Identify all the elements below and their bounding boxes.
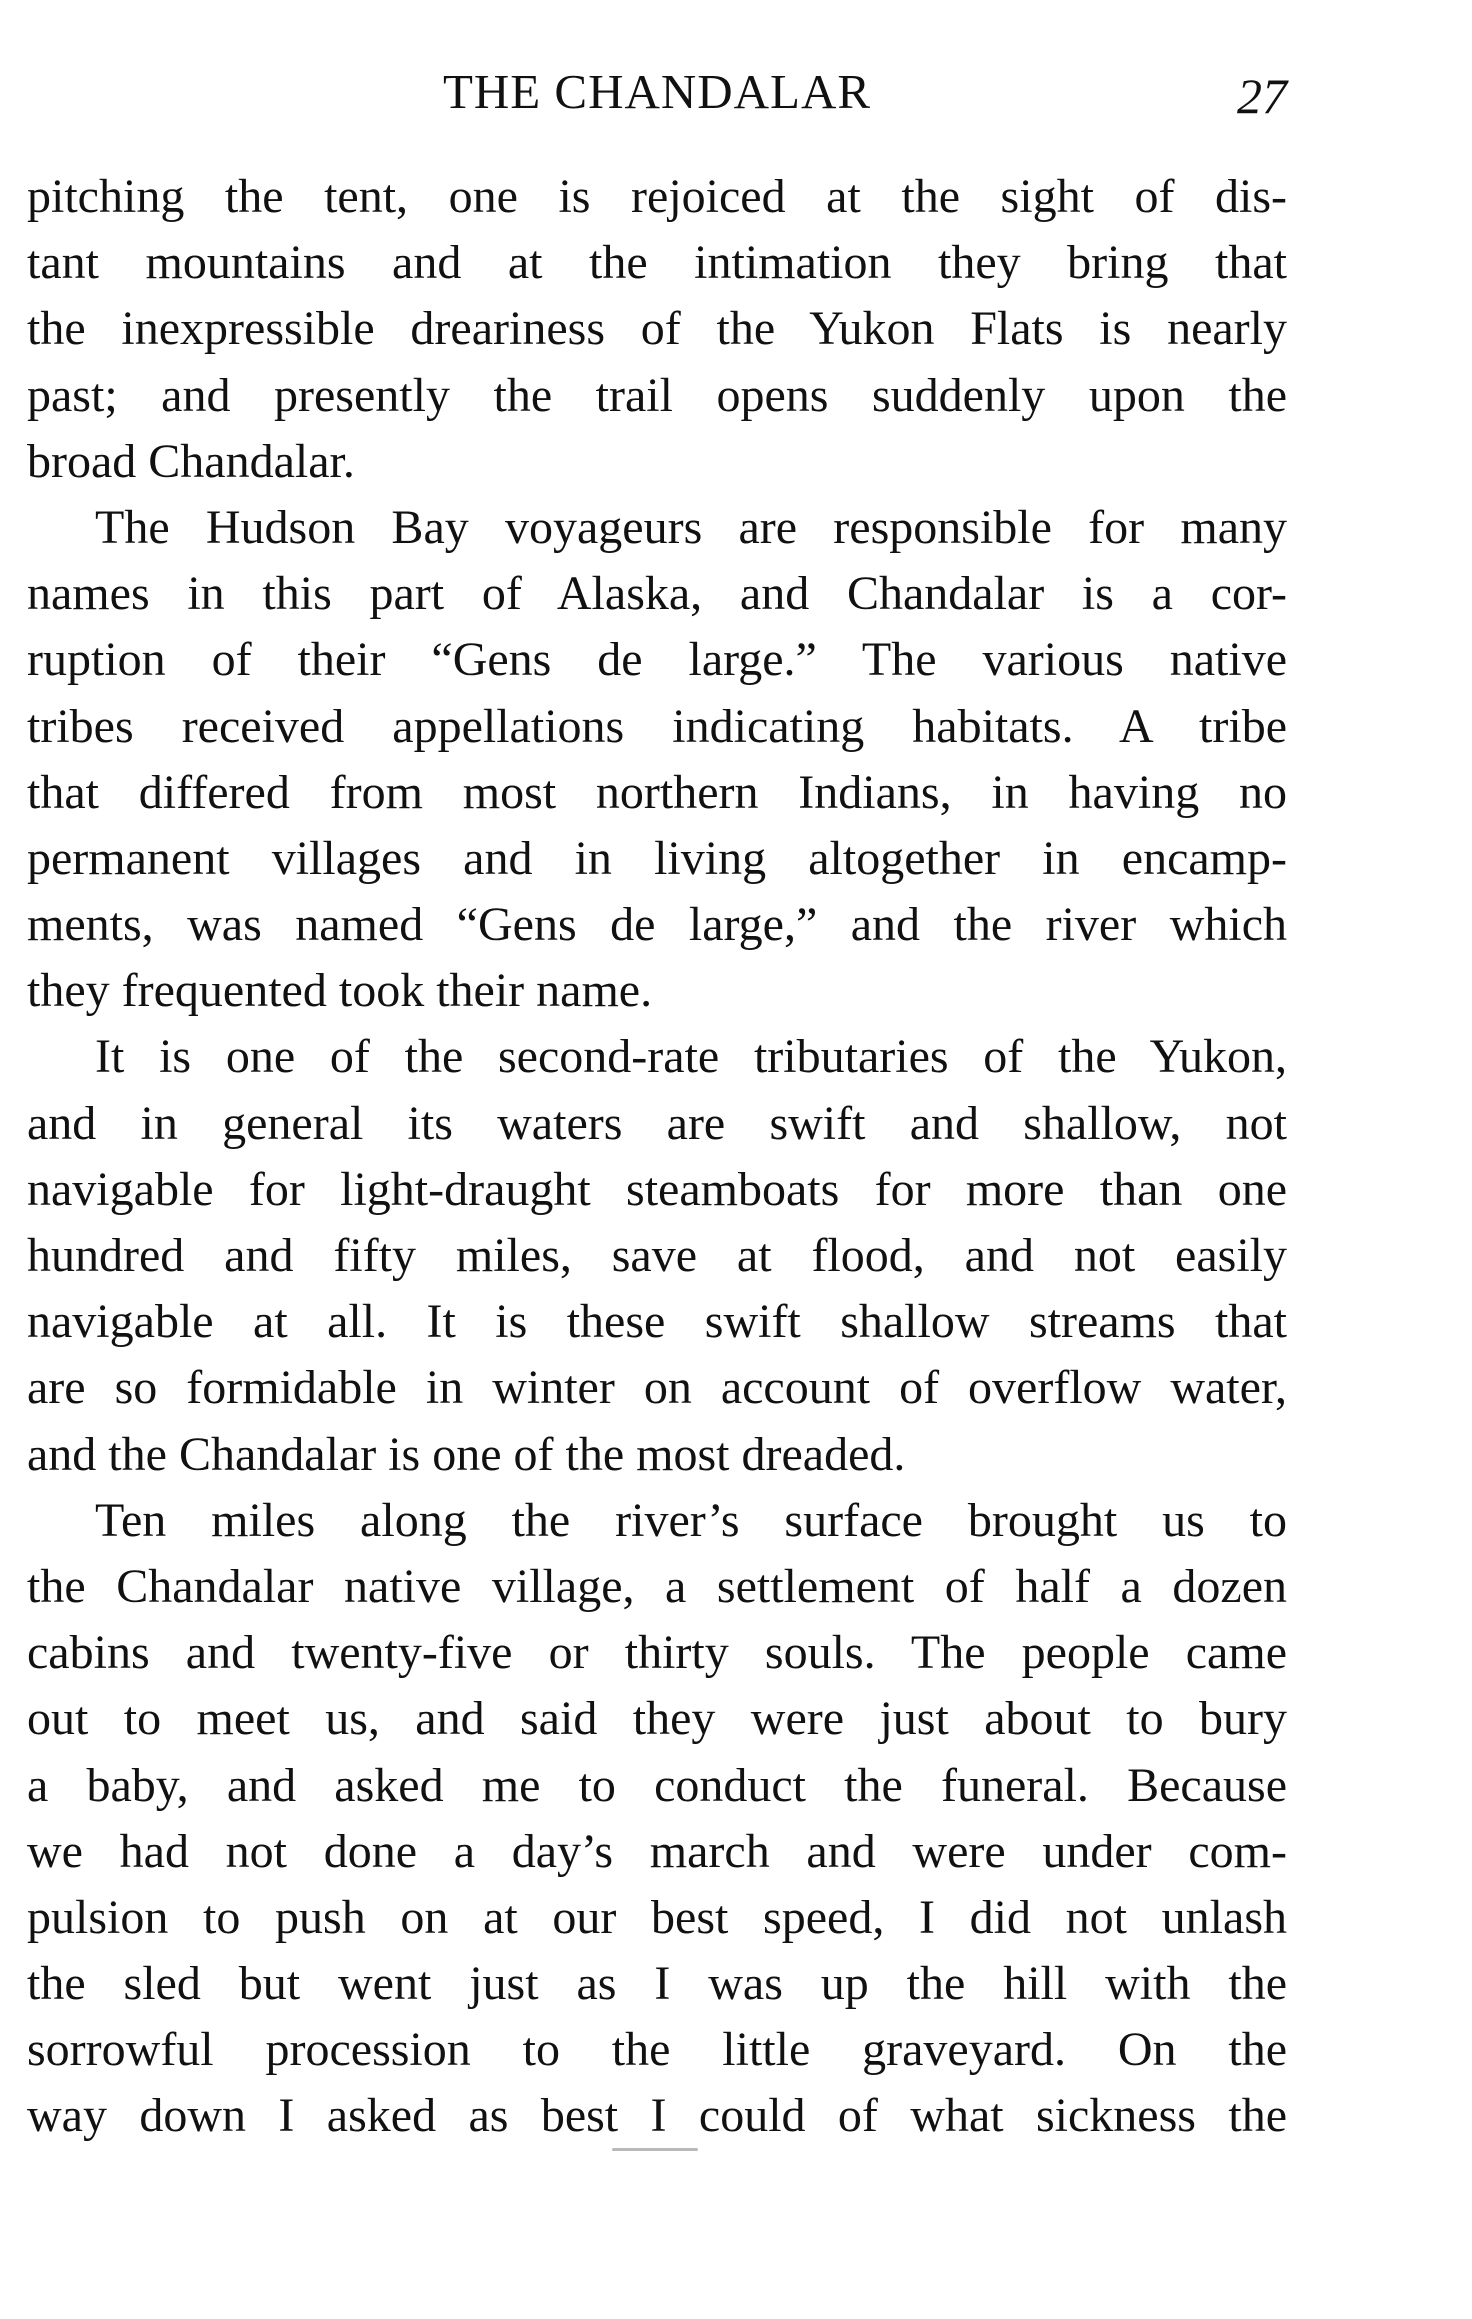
text-line: permanent villages and in living altogether in encamp- (27, 831, 1287, 885)
text-line: ments, was named “Gens de large,” and the river which (27, 898, 1287, 952)
text-line: way down I asked as best I could of what sickness the (27, 2089, 1287, 2143)
text-line: cabins and twenty-five or thirty souls. The people came (27, 1626, 1287, 1680)
running-head (27, 62, 1287, 122)
text-line: sorrowful procession to the little graveyard. On the (27, 2023, 1287, 2077)
text-line: and the Chandalar is one of the most dreaded. (27, 1427, 906, 1481)
text-line: tribes received appellations indicating habitats. A tribe (27, 699, 1287, 753)
text-line: The Hudson Bay voyageurs are responsible for many (95, 500, 1287, 554)
body-text (27, 164, 1287, 2150)
text-line: pitching the tent, one is rejoiced at the sight of dis- (27, 170, 1287, 223)
print-smudge (612, 2148, 698, 2151)
book-page (27, 0, 1287, 2319)
text-line: are so formidable in winter on account of overflow water, (27, 1361, 1287, 1415)
text-line: navigable at all. It is these swift shallow streams that (27, 1295, 1287, 1349)
text-line: a baby, and asked me to conduct the funeral. Because (27, 1758, 1287, 1812)
text-line: out to meet us, and said they were just about to bury (27, 1692, 1287, 1746)
text-line: names in this part of Alaska, and Chandalar is a cor- (27, 567, 1287, 621)
text-line: tant mountains and at the intimation they bring that (27, 236, 1287, 290)
text-line: that differed from most northern Indians, in having no (27, 765, 1287, 819)
text-line: navigable for light-draught steamboats for more than one (27, 1162, 1287, 1216)
text-line: broad Chandalar. (27, 434, 355, 488)
text-line: we had not done a day’s march and were under com- (27, 1824, 1287, 1878)
text-line: and in general its waters are swift and shallow, not (27, 1096, 1287, 1150)
page-number: 27 (1237, 68, 1287, 124)
text-line: Ten miles along the river’s surface brought us to (95, 1493, 1287, 1547)
text-line: the inexpressible dreariness of the Yukon Flats is nearly (27, 302, 1287, 356)
text-line: they frequented took their name. (27, 964, 653, 1018)
text-line: pulsion to push on at our best speed, I did not unlash (27, 1890, 1287, 1944)
text-line: past; and presently the trail opens suddenly upon the (27, 368, 1287, 422)
running-title: THE CHANDALAR (442, 64, 872, 119)
text-line: hundred and fifty miles, save at flood, and not easily (27, 1229, 1287, 1282)
text-line: the sled but went just as I was up the hill with the (27, 1957, 1287, 2011)
text-line: ruption of their “Gens de large.” The various native (27, 633, 1287, 687)
text-line: It is one of the second-rate tributaries of the Yukon, (95, 1030, 1287, 1084)
text-line: the Chandalar native village, a settlement of half a dozen (27, 1559, 1287, 1613)
